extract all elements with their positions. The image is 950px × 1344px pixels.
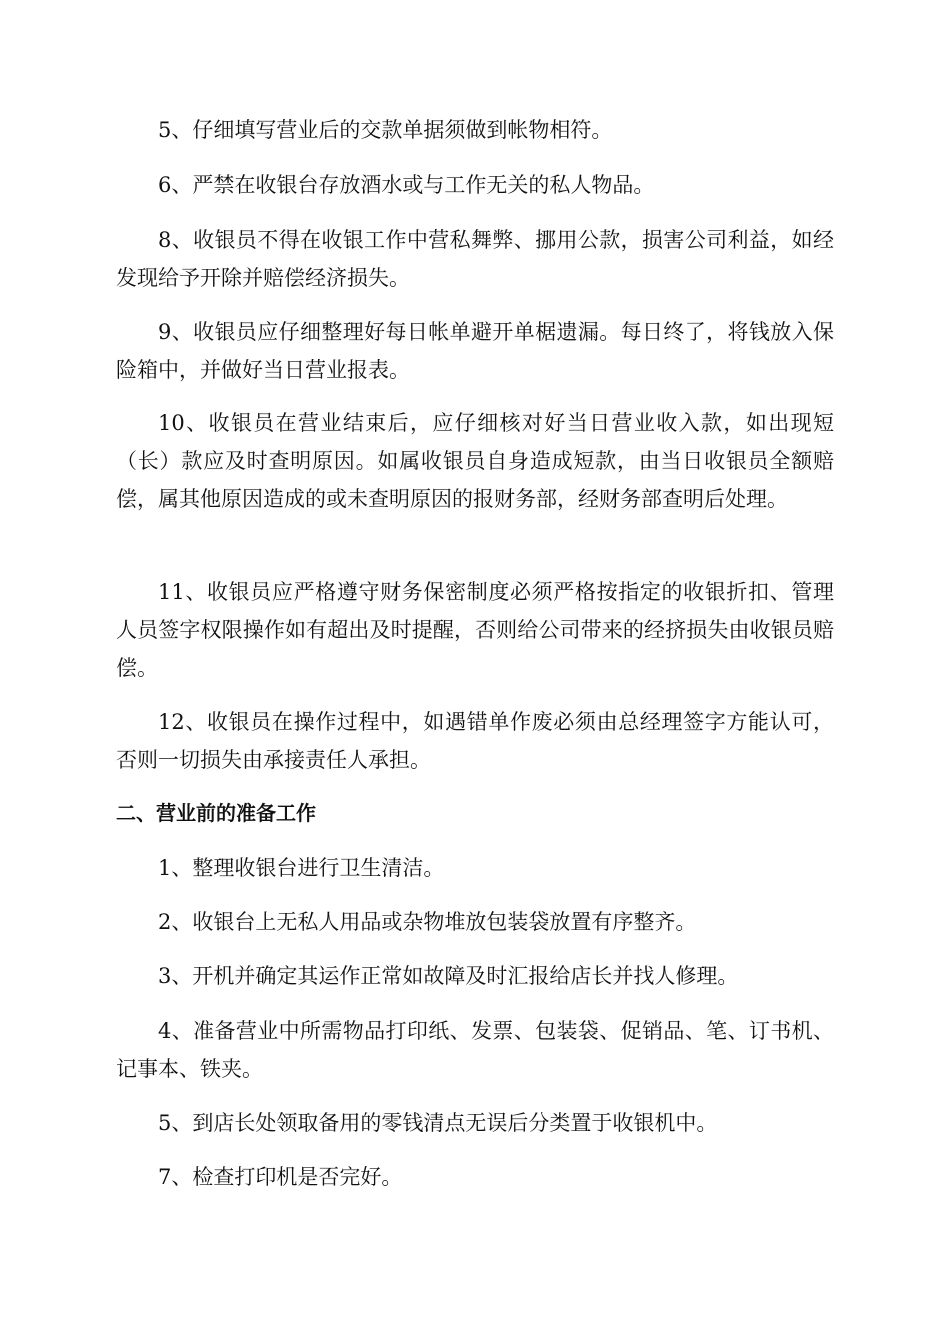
paragraph-prep-1-cleaning: 1、整理收银台进行卫生清洁。 bbox=[158, 856, 445, 880]
paragraph-prep-2-counter: 2、收银台上无私人用品或杂物堆放包装袋放置有序整齐。 bbox=[158, 910, 697, 934]
paragraph-item-5-settlement: 5、仔细填写营业后的交款单据须做到帐物相符。 bbox=[158, 118, 613, 142]
paragraph-item-6-prohibited-items: 6、严禁在收银台存放酒水或与工作无关的私人物品。 bbox=[158, 173, 655, 197]
paragraph-item-8-misconduct: 8、收银员不得在收银工作中营私舞弊、挪用公款，损害公司利益，如经发现给予开除并赔偿经济损失。 bbox=[116, 228, 834, 290]
paragraph-item-12-void-orders: 12、收银员在操作过程中，如遇错单作废必须由总经理签字方能认可，否则一切损失由承接责任人承担。 bbox=[116, 710, 834, 772]
section-heading: 二、营业前的准备工作 bbox=[116, 801, 316, 825]
paragraph-prep-5-change: 5、到店长处领取备用的零钱清点无误后分类置于收银机中。 bbox=[158, 1111, 718, 1135]
paragraph-item-9-daily-bills: 9、收银员应仔细整理好每日帐单避开单椐遗漏。每日终了，将钱放入保险箱中，并做好当日营业报表。 bbox=[116, 320, 834, 382]
paragraph-item-10-reconciliation: 10、收银员在营业结束后，应仔细核对好当日营业收入款，如出现短（长）款应及时查明原因。如属收银员自身造成短款，由当日收银员全额赔偿，属其他原因造成的或未查明原因的报财务部，经财务部查明后处理。 bbox=[116, 411, 834, 511]
paragraph-prep-3-startup: 3、开机并确定其运作正常如故障及时汇报给店长并找人修理。 bbox=[158, 964, 739, 988]
paragraph-prep-7-printer: 7、检查打印机是否完好。 bbox=[158, 1165, 403, 1189]
paragraph-item-11-confidentiality: 11、收银员应严格遵守财务保密制度必须严格按指定的收银折扣、管理人员签字权限操作如有超出及时提醒，否则给公司带来的经挤损失由收银员赔偿。 bbox=[116, 580, 834, 680]
paragraph-prep-4-supplies: 4、准备营业中所需物品打印纸、发票、包装袋、促销品、笔、订书机、记事本、铁夹。 bbox=[116, 1019, 834, 1081]
